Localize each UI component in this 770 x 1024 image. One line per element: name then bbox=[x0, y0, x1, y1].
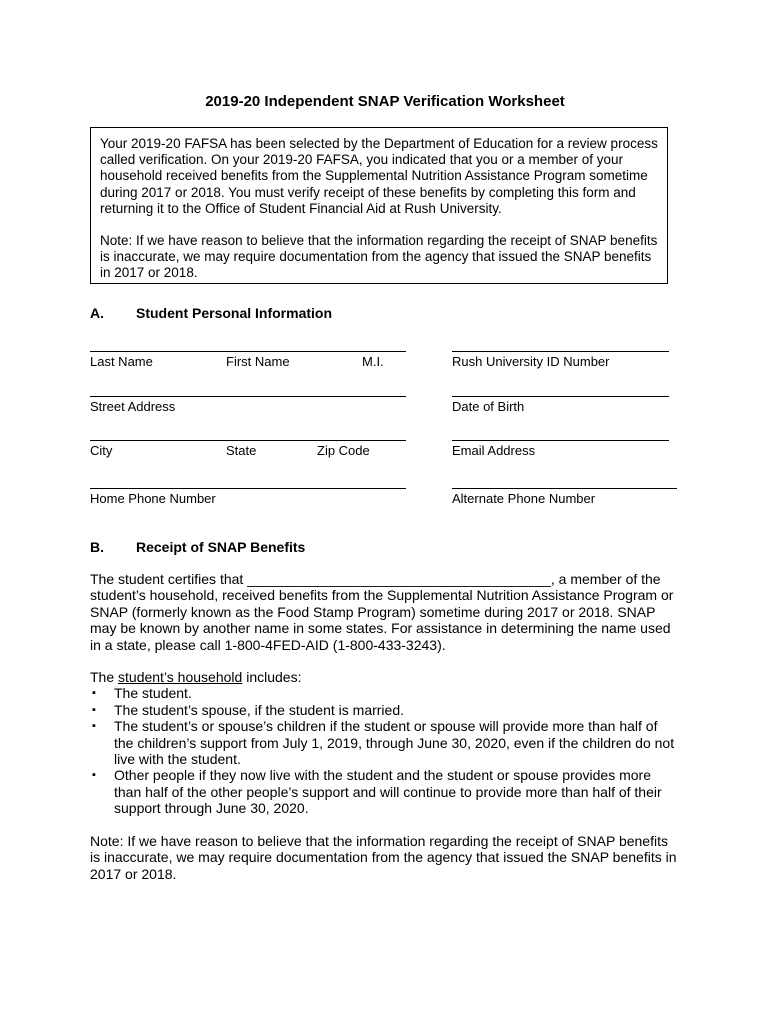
closing-note: Note: If we have reason to believe that the information regarding the receipt of SNAP benefits is inaccurate, we may require documentation from the agency that issued the SNAP benefits in 2017 or 2018. bbox=[90, 833, 677, 882]
bullet-square-icon: ▪ bbox=[92, 687, 96, 700]
mi-label: M.I. bbox=[362, 354, 384, 369]
household-suffix: includes: bbox=[246, 669, 302, 685]
household-term: student’s household bbox=[118, 669, 243, 685]
zip-label: Zip Code bbox=[317, 443, 370, 458]
last-name-label: Last Name bbox=[90, 354, 153, 369]
street-label: Street Address bbox=[90, 399, 176, 414]
intro-box bbox=[90, 127, 668, 284]
dob-line[interactable] bbox=[452, 396, 669, 397]
bullet-square-icon: ▪ bbox=[92, 769, 96, 782]
dob-label: Date of Birth bbox=[452, 399, 525, 414]
household-member-name-blank[interactable]: _______________________________________ bbox=[247, 571, 551, 587]
city-label: City bbox=[90, 443, 113, 458]
section-a-letter: A. bbox=[90, 305, 104, 321]
rush-id-line[interactable] bbox=[452, 351, 669, 352]
household-list bbox=[90, 685, 680, 816]
certification-paragraph bbox=[90, 571, 680, 653]
rush-id-label: Rush University ID Number bbox=[452, 354, 610, 369]
email-line[interactable] bbox=[452, 440, 669, 441]
alt-phone-line[interactable] bbox=[452, 488, 677, 489]
alt-phone-label: Alternate Phone Number bbox=[452, 491, 596, 506]
household-section bbox=[90, 669, 680, 817]
page-title: 2019-20 Independent SNAP Verification Worksheet bbox=[205, 93, 565, 110]
home-phone-line[interactable] bbox=[90, 488, 406, 489]
list-item: ▪ The student. bbox=[92, 685, 192, 702]
list-item: ▪ The student’s or spouse’s children if the student or spouse will provide more than half of the children’s support from July 1, 2019, through June 30, 2020, even if the children do not live with the student. bbox=[92, 718, 675, 768]
intro-paragraph-2: Note: If we have reason to believe that the information regarding the receipt of SNAP benefits is inaccurate, we may require documentation from the agency that issued the SNAP benefits in 2017 or 2018. bbox=[100, 233, 658, 281]
email-label: Email Address bbox=[452, 443, 536, 458]
list-item: ▪ Other people if they now live with the student and the student or spouse provides more than half of the other people’s support and will continue to provide more than half of their support through June 30, 2020. bbox=[92, 767, 662, 817]
section-a-title: Student Personal Information bbox=[136, 305, 333, 321]
bullet-square-icon: ▪ bbox=[92, 703, 96, 716]
state-label: State bbox=[226, 443, 257, 458]
city-state-zip-line[interactable] bbox=[90, 440, 406, 441]
section-b-letter: B. bbox=[90, 539, 104, 555]
section-b-title: Receipt of SNAP Benefits bbox=[136, 539, 306, 555]
certify-suffix: , a member of the student’s household, received benefits from the Supplemental Nutrition Assistance Program or SNAP (formerly known as the Food Stamp Program) sometime during 2017 or 2018. SNAP may be known by another name in some states. For assistance in determining the name used in a state, please call 1-800-4FED-AID (1-800-433-3243). bbox=[90, 571, 674, 653]
home-phone-label: Home Phone Number bbox=[90, 491, 216, 506]
intro-paragraph-1: Your 2019-20 FAFSA has been selected by the Department of Education for a review process called verification. On your 2019-20 FAFSA, you indicated that you or a member of your household received benefits from the Supplemental Nutrition Assistance Program sometime during 2017 or 2018. You must verify receipt of these benefits by completing this form and returning it to the Office of Student Financial Aid at Rush University. bbox=[100, 136, 658, 216]
certify-prefix: The student certifies that bbox=[90, 571, 244, 587]
street-line[interactable] bbox=[90, 396, 406, 397]
first-name-label: First Name bbox=[226, 354, 290, 369]
bullet-square-icon: ▪ bbox=[92, 720, 96, 733]
name-line[interactable] bbox=[90, 351, 406, 352]
household-prefix: The bbox=[90, 669, 115, 685]
list-item: ▪ The student’s spouse, if the student is married. bbox=[92, 701, 405, 718]
